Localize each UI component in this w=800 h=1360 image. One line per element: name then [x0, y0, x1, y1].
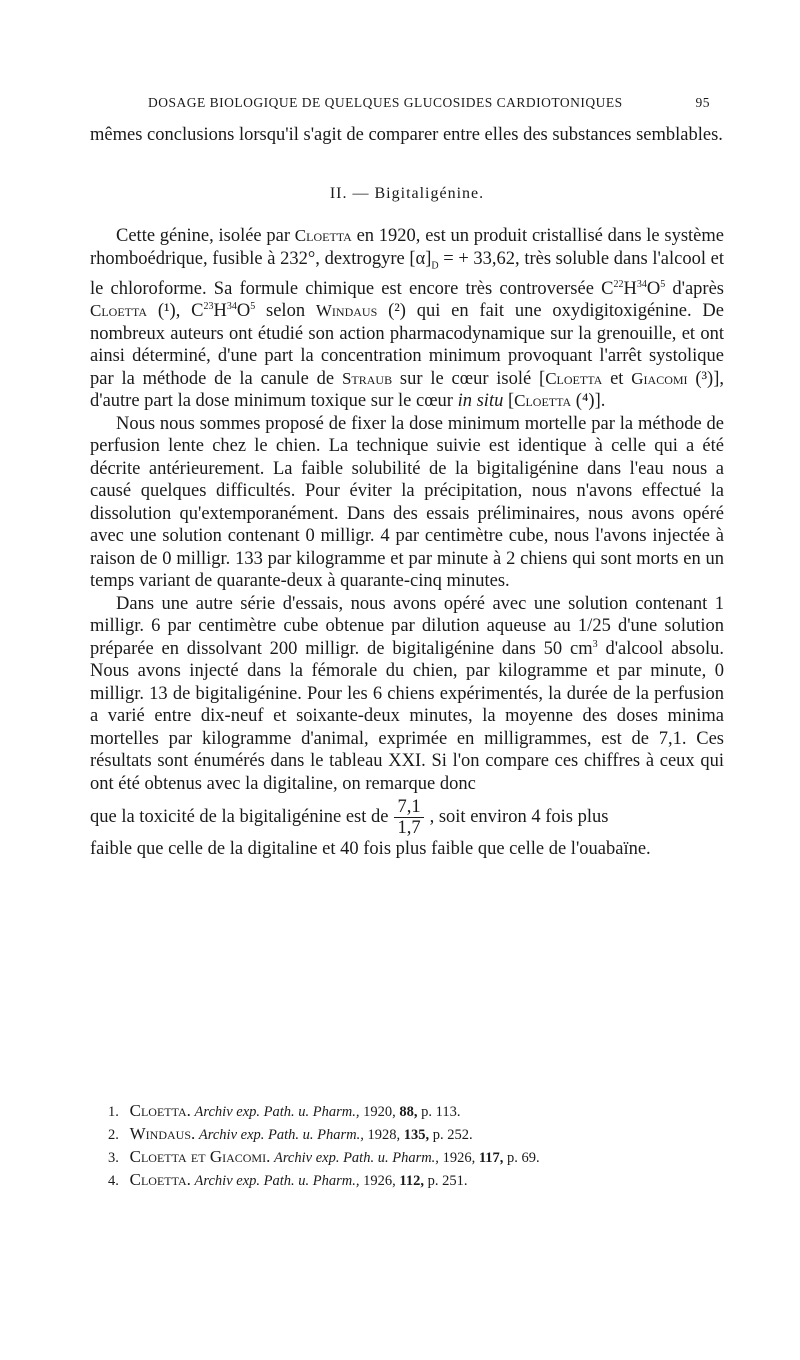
section-heading: II. — Bigitaligénine.: [329, 184, 485, 202]
paragraph-conclusion: faible que celle de la digitaline et 40 fois plus faible que celle de l'ouabaïne.: [90, 839, 651, 860]
author-name: Cloetta: [545, 368, 603, 388]
paragraph-continuation: mêmes conclusions lorsqu'il s'agit de comparer entre elles des substances semblables.: [90, 125, 723, 145]
footnotes: [108, 1100, 708, 1192]
running-head: [148, 95, 710, 111]
body-text: [90, 124, 724, 861]
fraction-line: que la toxicité de la bigitaligénine est de $\frac{7,1}{1,7}$ , soit environ 4 fois plus: [90, 797, 609, 839]
author-name: Straub: [341, 368, 393, 388]
footnote: 3. Cloetta et Giacomi. Archiv exp. Path. u. Pharm., 1926, 117, p. 69.: [108, 1147, 540, 1166]
paragraph-results: Dans une autre série d'essais, nous avons opéré avec une solution contenant 1 milligr. 6 par centimètre cube obtenue par dilution aqueuse au 1/25 d'une solution préparée en dissolvant 200 milligr. de bigitaligénine dans 50 $cm^3$ d'alcool absolu. Nous avons injecté dans la fémorale du chien, par kilogramme et par minute, 0 milligr. 13 de bigitaligénine. Pour les 6 chiens expérimentés, la durée de la perfusion a varié entre dix-neuf et soixante-deux minutes, la moyenne des doses minima mortelles par kilogramme d'animal, exprimée en milligrammes, est de 7,1. Ces résultats sont énumérés dans le tableau XXI. Si l'on compare ces chiffres à ceux qui ont été obtenus avec la digitaline, on remarque donc: [90, 593, 724, 794]
paragraph-method: Nous nous sommes proposé de fixer la dose minimum mortelle par la méthode de perfusion lente chez le chien. La technique suivie est identique à celle qui a été décrite antérieurement. La faible solubilité de la bigitaligénine dans l'eau nous a causé quelques difficultés. Pour éviter la précipitation, nous n'avons effectué la dissolution qu'extemporanément. Dans des essais préliminaires, nous avons opéré avec une solution contenant 0 milligr. 4 par centimètre cube, nous l'avons injectée à raison de 0 milligr. 133 par kilogramme et par minute à 2 chiens qui sont morts en un temps variant de quarante-deux à quarante-cinq minutes.: [90, 413, 724, 592]
author-name: Cloetta: [514, 391, 572, 411]
footnote: 2. Windaus. Archiv exp. Path. u. Pharm., 1928, 135, p. 252.: [108, 1124, 473, 1143]
footnote: 1. Cloetta. Archiv exp. Path. u. Pharm., 1920, 88, p. 113.: [108, 1101, 461, 1120]
author-name: Cloetta: [90, 301, 148, 321]
author-name: Giacomi: [631, 368, 688, 388]
page-number: 95: [695, 95, 710, 110]
fraction: $\frac{7,1}{1,7}$: [394, 797, 423, 838]
header-title: DOSAGE BIOLOGIQUE DE QUELQUES GLUCOSIDES CARDIOTONIQUES: [148, 95, 623, 110]
author-name: Cloetta: [294, 226, 352, 245]
author-name: Windaus: [315, 301, 378, 321]
paragraph-intro: Cette génine, isolée par Cloetta en 1920, est un produit cristallisé dans le système rhomboédrique, fusible à 232°, dextrogyre $[\alpha]_D$ = + 33,62, très soluble dans l'alcool et le chloroforme. Sa formule chimique est encore très controversée $C^{22}H^{34}O^5$ d'après Cloetta (¹), $C^{23}H^{34}O^5$ selon Windaus (²) qui en fait une oxydigitoxigénine. De nombreux auteurs ont étudié son action pharmacodynamique sur la grenouille, et ont ainsi déterminé, d'une part la concentration minimum provoquant l'arrêt systolique par la méthode de la canule de Straub sur le cœur isolé [Cloetta et Giacomi (³)], d'autre part la dose minimum toxique sur le cœur in situ [Cloetta (⁴)].: [90, 226, 725, 412]
footnote: 4. Cloetta. Archiv exp. Path. u. Pharm., 1926, 112, p. 251.: [108, 1170, 468, 1189]
